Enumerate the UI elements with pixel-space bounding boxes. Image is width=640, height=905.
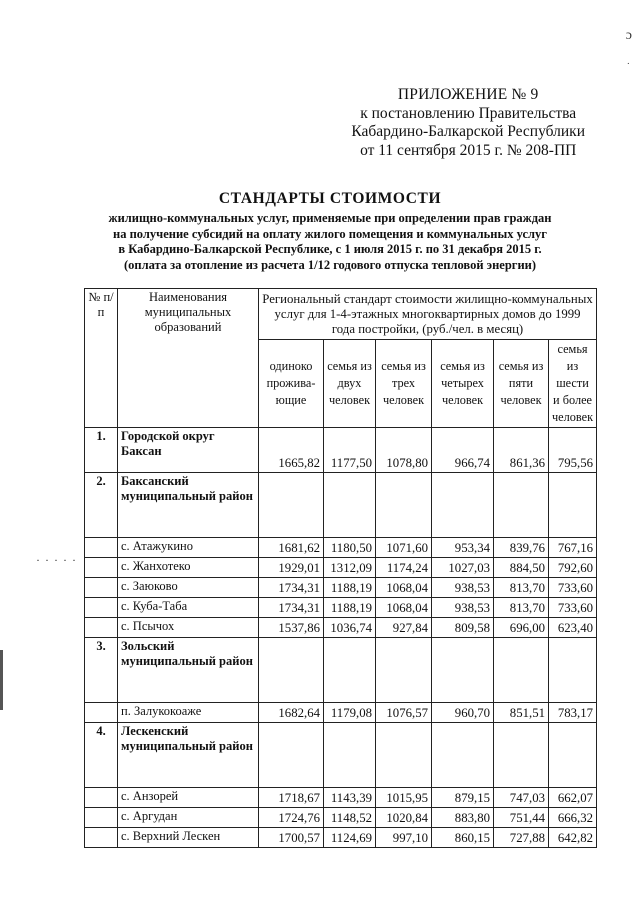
value-cell: 1682,64 [259, 703, 324, 723]
empty-cell [376, 723, 432, 788]
value-cell: 813,70 [494, 578, 549, 598]
empty-cell [324, 723, 376, 788]
appendix-line: к постановлению Правительства [360, 104, 577, 122]
value-cell: 809,58 [432, 618, 494, 638]
value-cell: 953,34 [432, 538, 494, 558]
empty-cell [432, 473, 494, 538]
header-municipality: Наименования муниципальных образований [118, 289, 259, 428]
row-name: п. Залукокоаже [118, 703, 259, 723]
corner-scan-mark-small: ˙ [626, 62, 630, 73]
header-family-3: семья из трех человек [376, 340, 432, 428]
subtitle-line: (оплата за отопление из расчета 1/12 годового отпуска тепловой энергии) [123, 257, 537, 272]
value-cell: 1174,24 [376, 558, 432, 578]
value-cell: 938,53 [432, 578, 494, 598]
value-cell: 938,53 [432, 598, 494, 618]
table-row [85, 538, 597, 558]
table-row [85, 703, 597, 723]
value-cell: 1681,62 [259, 538, 324, 558]
value-cell: 1143,39 [324, 788, 376, 808]
header-single: одиноко прожива-ющие [259, 340, 324, 428]
corner-scan-mark: ɔ [625, 28, 632, 43]
empty-cell [259, 723, 324, 788]
table-row [85, 828, 597, 848]
row-number [85, 598, 118, 618]
row-number [85, 808, 118, 828]
value-cell: 792,60 [549, 558, 597, 578]
value-cell: 733,60 [549, 598, 597, 618]
row-name: с. Аргудан [118, 808, 259, 828]
margin-dots: · · · · · [36, 553, 77, 567]
value-cell: 1036,74 [324, 618, 376, 638]
row-name: с. Заюково [118, 578, 259, 598]
row-number [85, 618, 118, 638]
value-cell: 851,51 [494, 703, 549, 723]
row-number: 3. [85, 638, 118, 703]
empty-cell [376, 638, 432, 703]
table-row [85, 428, 597, 473]
empty-cell [376, 473, 432, 538]
value-cell: 1312,09 [324, 558, 376, 578]
value-cell: 1027,03 [432, 558, 494, 578]
value-cell: 966,74 [432, 428, 494, 473]
value-cell: 927,84 [376, 618, 432, 638]
value-cell: 1665,82 [259, 428, 324, 473]
row-number: 4. [85, 723, 118, 788]
value-cell: 839,76 [494, 538, 549, 558]
value-cell: 1124,69 [324, 828, 376, 848]
table-row [85, 598, 597, 618]
appendix-block [351, 86, 585, 160]
value-cell: 767,16 [549, 538, 597, 558]
table-row [85, 723, 597, 788]
value-cell: 883,80 [432, 808, 494, 828]
document-title: СТАНДАРТЫ СТОИМОСТИ [218, 190, 442, 207]
empty-cell [432, 723, 494, 788]
value-cell: 1177,50 [324, 428, 376, 473]
row-number [85, 703, 118, 723]
appendix-line: от 11 сентября 2015 г. № 208-ПП [360, 141, 577, 159]
row-name: Лескенский муниципальный район [118, 723, 259, 788]
standards-table [84, 288, 597, 848]
row-name: с. Верхний Лескен [118, 828, 259, 848]
value-cell: 1734,31 [259, 598, 324, 618]
value-cell: 1700,57 [259, 828, 324, 848]
empty-cell [549, 638, 597, 703]
empty-cell [432, 638, 494, 703]
empty-cell [549, 723, 597, 788]
value-cell: 884,50 [494, 558, 549, 578]
value-cell: 861,36 [494, 428, 549, 473]
header-regional-standard: Региональный стандарт стоимости жилищно-коммунальных услуг для 1-4-этажных многоквартирных домов до 1999 года постройки, (руб./чел. в месяц) [259, 289, 597, 340]
value-cell: 1718,67 [259, 788, 324, 808]
row-name: с. Куба-Таба [118, 598, 259, 618]
document-heading [70, 190, 590, 273]
empty-cell [494, 723, 549, 788]
row-number [85, 558, 118, 578]
row-name: Зольский муниципальный район [118, 638, 259, 703]
table-row [85, 788, 597, 808]
value-cell: 727,88 [494, 828, 549, 848]
table-row [85, 638, 597, 703]
value-cell: 1015,95 [376, 788, 432, 808]
value-cell: 666,32 [549, 808, 597, 828]
subtitle-line: жилищно-коммунальных услуг, применяемые при определении прав граждан [108, 211, 552, 225]
table-row [85, 558, 597, 578]
value-cell: 662,07 [549, 788, 597, 808]
value-cell: 1071,60 [376, 538, 432, 558]
value-cell: 795,56 [549, 428, 597, 473]
value-cell: 1537,86 [259, 618, 324, 638]
value-cell: 1148,52 [324, 808, 376, 828]
value-cell: 860,15 [432, 828, 494, 848]
value-cell: 1179,08 [324, 703, 376, 723]
table-row [85, 808, 597, 828]
value-cell: 696,00 [494, 618, 549, 638]
subtitle-line: в Кабардино-Балкарской Республике, с 1 июля 2015 г. по 31 декабря 2015 г. [118, 242, 542, 256]
value-cell: 997,10 [376, 828, 432, 848]
row-name: Городской округ Баксан [118, 428, 259, 473]
empty-cell [324, 473, 376, 538]
empty-cell [549, 473, 597, 538]
row-name: с. Атажукино [118, 538, 259, 558]
row-name: с. Анзорей [118, 788, 259, 808]
appendix-title: ПРИЛОЖЕНИЕ № 9 [397, 86, 539, 103]
value-cell: 1076,57 [376, 703, 432, 723]
value-cell: 1929,01 [259, 558, 324, 578]
empty-cell [324, 638, 376, 703]
value-cell: 783,17 [549, 703, 597, 723]
value-cell: 1068,04 [376, 578, 432, 598]
empty-cell [259, 638, 324, 703]
scan-edge-mark [0, 650, 3, 710]
value-cell: 642,82 [549, 828, 597, 848]
value-cell: 1078,80 [376, 428, 432, 473]
value-cell: 1068,04 [376, 598, 432, 618]
empty-cell [494, 473, 549, 538]
empty-cell [259, 473, 324, 538]
row-name: Баксанский муниципальный район [118, 473, 259, 538]
value-cell: 1734,31 [259, 578, 324, 598]
value-cell: 733,60 [549, 578, 597, 598]
header-family-6: семья из шести и более человек [549, 340, 597, 428]
value-cell: 623,40 [549, 618, 597, 638]
table-row [85, 618, 597, 638]
table-row [85, 473, 597, 538]
value-cell: 960,70 [432, 703, 494, 723]
row-number [85, 578, 118, 598]
value-cell: 751,44 [494, 808, 549, 828]
header-family-2: семья из двух человек [324, 340, 376, 428]
header-number: № п/п [85, 289, 118, 428]
value-cell: 747,03 [494, 788, 549, 808]
row-number: 1. [85, 428, 118, 473]
table-row [85, 578, 597, 598]
row-number: 2. [85, 473, 118, 538]
value-cell: 1020,84 [376, 808, 432, 828]
row-number [85, 828, 118, 848]
header-family-5: семья из пяти человек [494, 340, 549, 428]
row-name: с. Псычох [118, 618, 259, 638]
row-number [85, 788, 118, 808]
value-cell: 813,70 [494, 598, 549, 618]
row-number [85, 538, 118, 558]
value-cell: 879,15 [432, 788, 494, 808]
header-family-4: семья из четырех человек [432, 340, 494, 428]
row-name: с. Жанхотеко [118, 558, 259, 578]
appendix-line: Кабардино-Балкарской Республики [351, 123, 585, 140]
subtitle-line: на получение субсидий на оплату жилого помещения и коммунальных услуг [113, 226, 547, 241]
value-cell: 1724,76 [259, 808, 324, 828]
value-cell: 1188,19 [324, 578, 376, 598]
empty-cell [494, 638, 549, 703]
value-cell: 1188,19 [324, 598, 376, 618]
value-cell: 1180,50 [324, 538, 376, 558]
